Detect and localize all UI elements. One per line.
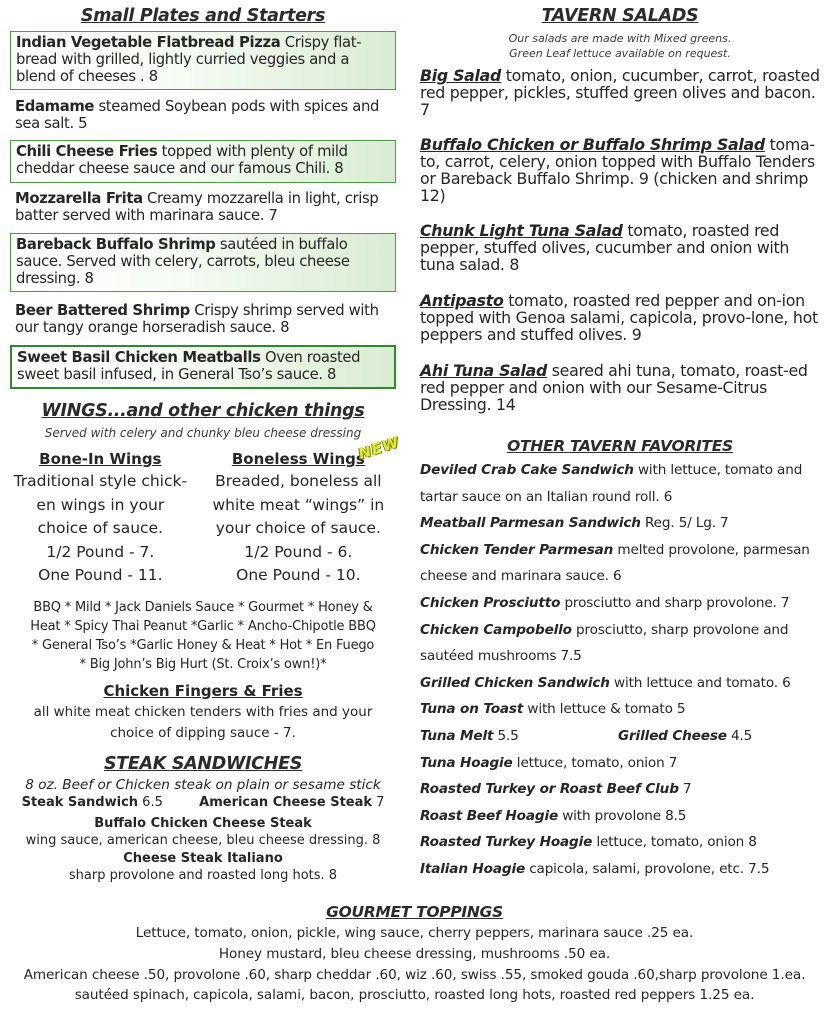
line: choice of sauce. — [37, 519, 164, 537]
item-name: Edamame — [15, 98, 95, 115]
fav-item — [420, 776, 820, 803]
item-name: Chunk Light Tuna Salad — [420, 221, 623, 240]
toppings-line: Honey mustard, bleu cheese dressing, mushrooms .50 ea. — [218, 945, 611, 962]
item-desc: 7 — [678, 781, 692, 798]
wings-title: WINGS...and other chicken things — [41, 401, 365, 421]
item-desc: with lettuce, tomato and tartar sauce on an Italian round roll. 6 — [420, 462, 803, 505]
item-name: Chicken Campobello — [420, 621, 572, 638]
item-desc: Crispy flat-bread with grilled, lightly curried veggies and a blend of cheeses . 8 — [16, 34, 362, 85]
item-desc: 5.5 — [493, 727, 519, 744]
item-name: Grilled Chicken Sandwich — [420, 674, 610, 691]
fav-item — [420, 856, 820, 883]
menu-item-mozzarella — [10, 188, 396, 228]
fav-item — [420, 750, 820, 777]
favorites-title: OTHER TAVERN FAVORITES — [507, 437, 733, 455]
item-desc: with provolone 8.5 — [558, 807, 687, 824]
boneless-desc — [201, 470, 396, 588]
item-name: Roast Beef Hoagie — [420, 807, 559, 824]
fav-item — [420, 696, 820, 723]
item-name: Tuna Melt — [420, 727, 494, 744]
item-name: Chicken Prosciutto — [420, 594, 561, 611]
chicken-fingers-title: Chicken Fingers & Fries — [103, 681, 303, 700]
item-desc: with lettuce & tomato 5 — [523, 701, 686, 718]
menu-item-meatballs — [10, 345, 396, 389]
menu-item-chili-fries — [10, 140, 396, 183]
item-desc: Oven roasted sweet basil infused, in General Tso’s sauce. 8 — [17, 349, 361, 383]
sauce-list — [10, 598, 396, 674]
steak-section — [10, 777, 396, 885]
buffalo-steak-name: Buffalo Chicken Cheese Steak — [94, 815, 312, 831]
salad-tuna — [420, 222, 820, 273]
item-desc: prosciutto, sharp provolone and sautéed mushrooms 7.5 — [420, 621, 789, 665]
item-name: Deviled Crab Cake Sandwich — [420, 462, 634, 478]
item-name: Steak Sandwich — [21, 795, 139, 810]
line: Breaded, boneless all — [215, 472, 382, 490]
bone-in-desc — [10, 470, 191, 588]
item-desc: toma-to, carrot, celery, onion topped with Buffalo Tenders or Bareback Buffalo Shrimp. 9 (chicken and shrimp 12) — [420, 135, 815, 205]
chicken-fingers-desc — [10, 702, 396, 744]
fav-item — [420, 457, 820, 510]
sauce-line: Heat * Spicy Thai Peanut *Garlic * Ancho-Chipotle BBQ — [30, 618, 376, 634]
item-desc: lettuce, tomato, onion 8 — [592, 834, 757, 851]
menu-item-edamame — [10, 96, 396, 136]
sauce-line: BBQ * Mild * Jack Daniels Sauce * Gourmet * Honey & — [33, 599, 373, 615]
sauce-line: * Big John’s Big Hurt (St. Croix’s own!)* — [79, 656, 327, 672]
line: One Pound - 10. — [236, 566, 361, 584]
line: One Pound - 11. — [38, 566, 163, 584]
item-name: Italian Hoagie — [420, 860, 526, 877]
item-desc: Reg. 5/ Lg. 7 — [640, 515, 729, 532]
item-name: Chili Cheese Fries — [16, 143, 158, 160]
menu-item-beer-shrimp — [10, 300, 396, 340]
toppings-line: Lettuce, tomato, onion, pickle, wing sauce, cherry peppers, marinara sauce .25 ea. — [135, 925, 694, 941]
boneless-title: Boneless Wings — [231, 450, 365, 468]
salads-title: TAVERN SALADS — [541, 6, 699, 26]
line: white meat “wings” in — [212, 495, 385, 514]
item-name: Meatball Parmesan Sandwich — [420, 515, 641, 532]
fav-item — [420, 537, 820, 590]
fav-item — [420, 723, 820, 750]
item-price: 6.5 — [138, 795, 163, 810]
item-name: Antipasto — [420, 291, 504, 310]
new-badge: NEW — [356, 432, 402, 463]
item-desc: Creamy mozzarella in light, crisp batter served with marinara sauce. 7 — [15, 190, 379, 224]
item-name: Chicken Tender Parmesan — [420, 541, 614, 558]
item-desc: sautéed in buffalo sauce. Served with celery, carrots, bleu cheese dressing. 8 — [16, 236, 350, 287]
item-desc: seared ahi tuna, tomato, roast-ed red pepper and onion with our Sesame-Citrus Dressing. 14 — [420, 361, 808, 414]
italiano-desc: sharp provolone and roasted long hots. 8 — [68, 868, 338, 883]
line: en wings in your — [36, 495, 165, 514]
line: your choice of sauce. — [215, 519, 381, 537]
fav-item — [420, 510, 820, 537]
item-desc: melted provolone, parmesan cheese and marinara sauce. 6 — [420, 541, 810, 585]
salads-note — [420, 31, 820, 61]
fav-item — [420, 829, 820, 856]
fav-item — [420, 803, 820, 830]
item-desc: topped with plenty of mild cheddar cheese sauce and our famous Chili. 8 — [16, 143, 348, 177]
small-plates-title: Small Plates and Starters — [80, 6, 326, 26]
item-name: Bareback Buffalo Shrimp — [16, 236, 216, 253]
item-desc: tomato, onion, cucumber, carrot, roasted red pepper, pickles, stuffed green olives and bacon. 7 — [420, 66, 820, 119]
item-name: Big Salad — [420, 66, 501, 85]
item-name: Tuna Hoagie — [420, 754, 513, 771]
line: Traditional style chick- — [13, 472, 188, 490]
line: 1/2 Pound - 7. — [46, 542, 155, 561]
sauce-line: * General Tso’s *Garlic Honey & Heat * Hot * En Fuego — [31, 637, 375, 653]
item-desc: prosciutto and sharp provolone. 7 — [560, 594, 790, 611]
item-name: Buffalo Chicken or Buffalo Shrimp Salad — [420, 135, 765, 154]
item-desc: tomato, roasted red pepper, stuffed olives, cucumber and onion with tuna salad. 8 — [420, 221, 790, 274]
bone-in-title: Bone-In Wings — [39, 450, 162, 468]
item-name: Roasted Turkey Hoagie — [420, 834, 593, 851]
item-desc: with lettuce and tomato. 6 — [609, 674, 791, 691]
salad-antipasto — [420, 292, 820, 343]
item-name: Roasted Turkey or Roast Beef Club — [420, 781, 679, 798]
line: all white meat chicken tenders with fries and your — [33, 703, 373, 720]
item-name: Beer Battered Shrimp — [15, 302, 190, 319]
item-price: 7 — [372, 795, 385, 810]
item-name: Indian Vegetable Flatbread Pizza — [16, 34, 281, 51]
item-name: Sweet Basil Chicken Meatballs — [17, 349, 261, 366]
toppings-line: sautéed spinach, capicola, salami, bacon, prosciutto, roasted long hots, roasted red peppers 1.25 ea. — [74, 987, 755, 1004]
line: 1/2 Pound - 6. — [244, 542, 353, 561]
toppings-title: GOURMET TOPPINGS — [326, 903, 503, 921]
favorites-list — [420, 457, 820, 883]
item-name: Mozzarella Frita — [15, 190, 143, 207]
toppings-section — [0, 903, 829, 1006]
item-name: Tuna on Toast — [420, 701, 524, 718]
menu-item-flatbread — [10, 31, 396, 90]
menu-item-buffalo-shrimp — [10, 233, 396, 292]
item-name: American Cheese Steak — [199, 795, 373, 810]
fav-item — [420, 670, 820, 697]
wings-options — [10, 450, 396, 588]
salad-big — [420, 67, 820, 118]
note-line: Our salads are made with Mixed greens. — [508, 32, 732, 45]
fav-item — [420, 590, 820, 617]
item-desc: lettuce, tomato, onion 7 — [512, 754, 678, 771]
item-name: Ahi Tuna Salad — [420, 361, 547, 380]
item-desc: capicola, salami, provolone, etc. 7.5 — [525, 860, 770, 877]
item-desc: steamed Soybean pods with spices and sea salt. 5 — [15, 98, 380, 132]
steak-subtitle: 8 oz. Beef or Chicken steak on plain or sesame stick — [25, 776, 381, 793]
salad-ahi — [420, 362, 820, 413]
salad-buffalo — [420, 136, 820, 204]
item-desc: tomato, roasted red pepper and on-ion topped with Genoa salami, capicola, provo-lone, hot peppers and stuffed olives. 9 — [420, 291, 818, 344]
buffalo-steak-desc: wing sauce, american cheese, bleu cheese dressing. 8 — [25, 833, 381, 848]
item-name: Grilled Cheese — [618, 727, 727, 744]
steak-title: STEAK SANDWICHES — [103, 753, 303, 774]
item-desc: 4.5 — [726, 727, 753, 744]
item-desc: Crispy shrimp served with our tangy orange horseradish sauce. 8 — [15, 302, 379, 336]
wings-subtitle: Served with celery and chunky bleu cheese dressing — [44, 426, 362, 440]
steak-line-1 — [10, 794, 396, 812]
bone-in-wings — [10, 450, 191, 588]
italiano-name: Cheese Steak Italiano — [123, 850, 283, 866]
right-column — [420, 0, 820, 883]
left-column — [10, 0, 396, 885]
note-line: Green Leaf lettuce available on request. — [509, 47, 731, 60]
toppings-line: American cheese .50, provolone .60, sharp cheddar .60, wiz .60, swiss .55, smoked gouda .60,sharp provolone 1.ea. — [23, 966, 806, 983]
line: choice of dipping sauce - 7. — [110, 724, 296, 741]
fav-item — [420, 617, 820, 670]
